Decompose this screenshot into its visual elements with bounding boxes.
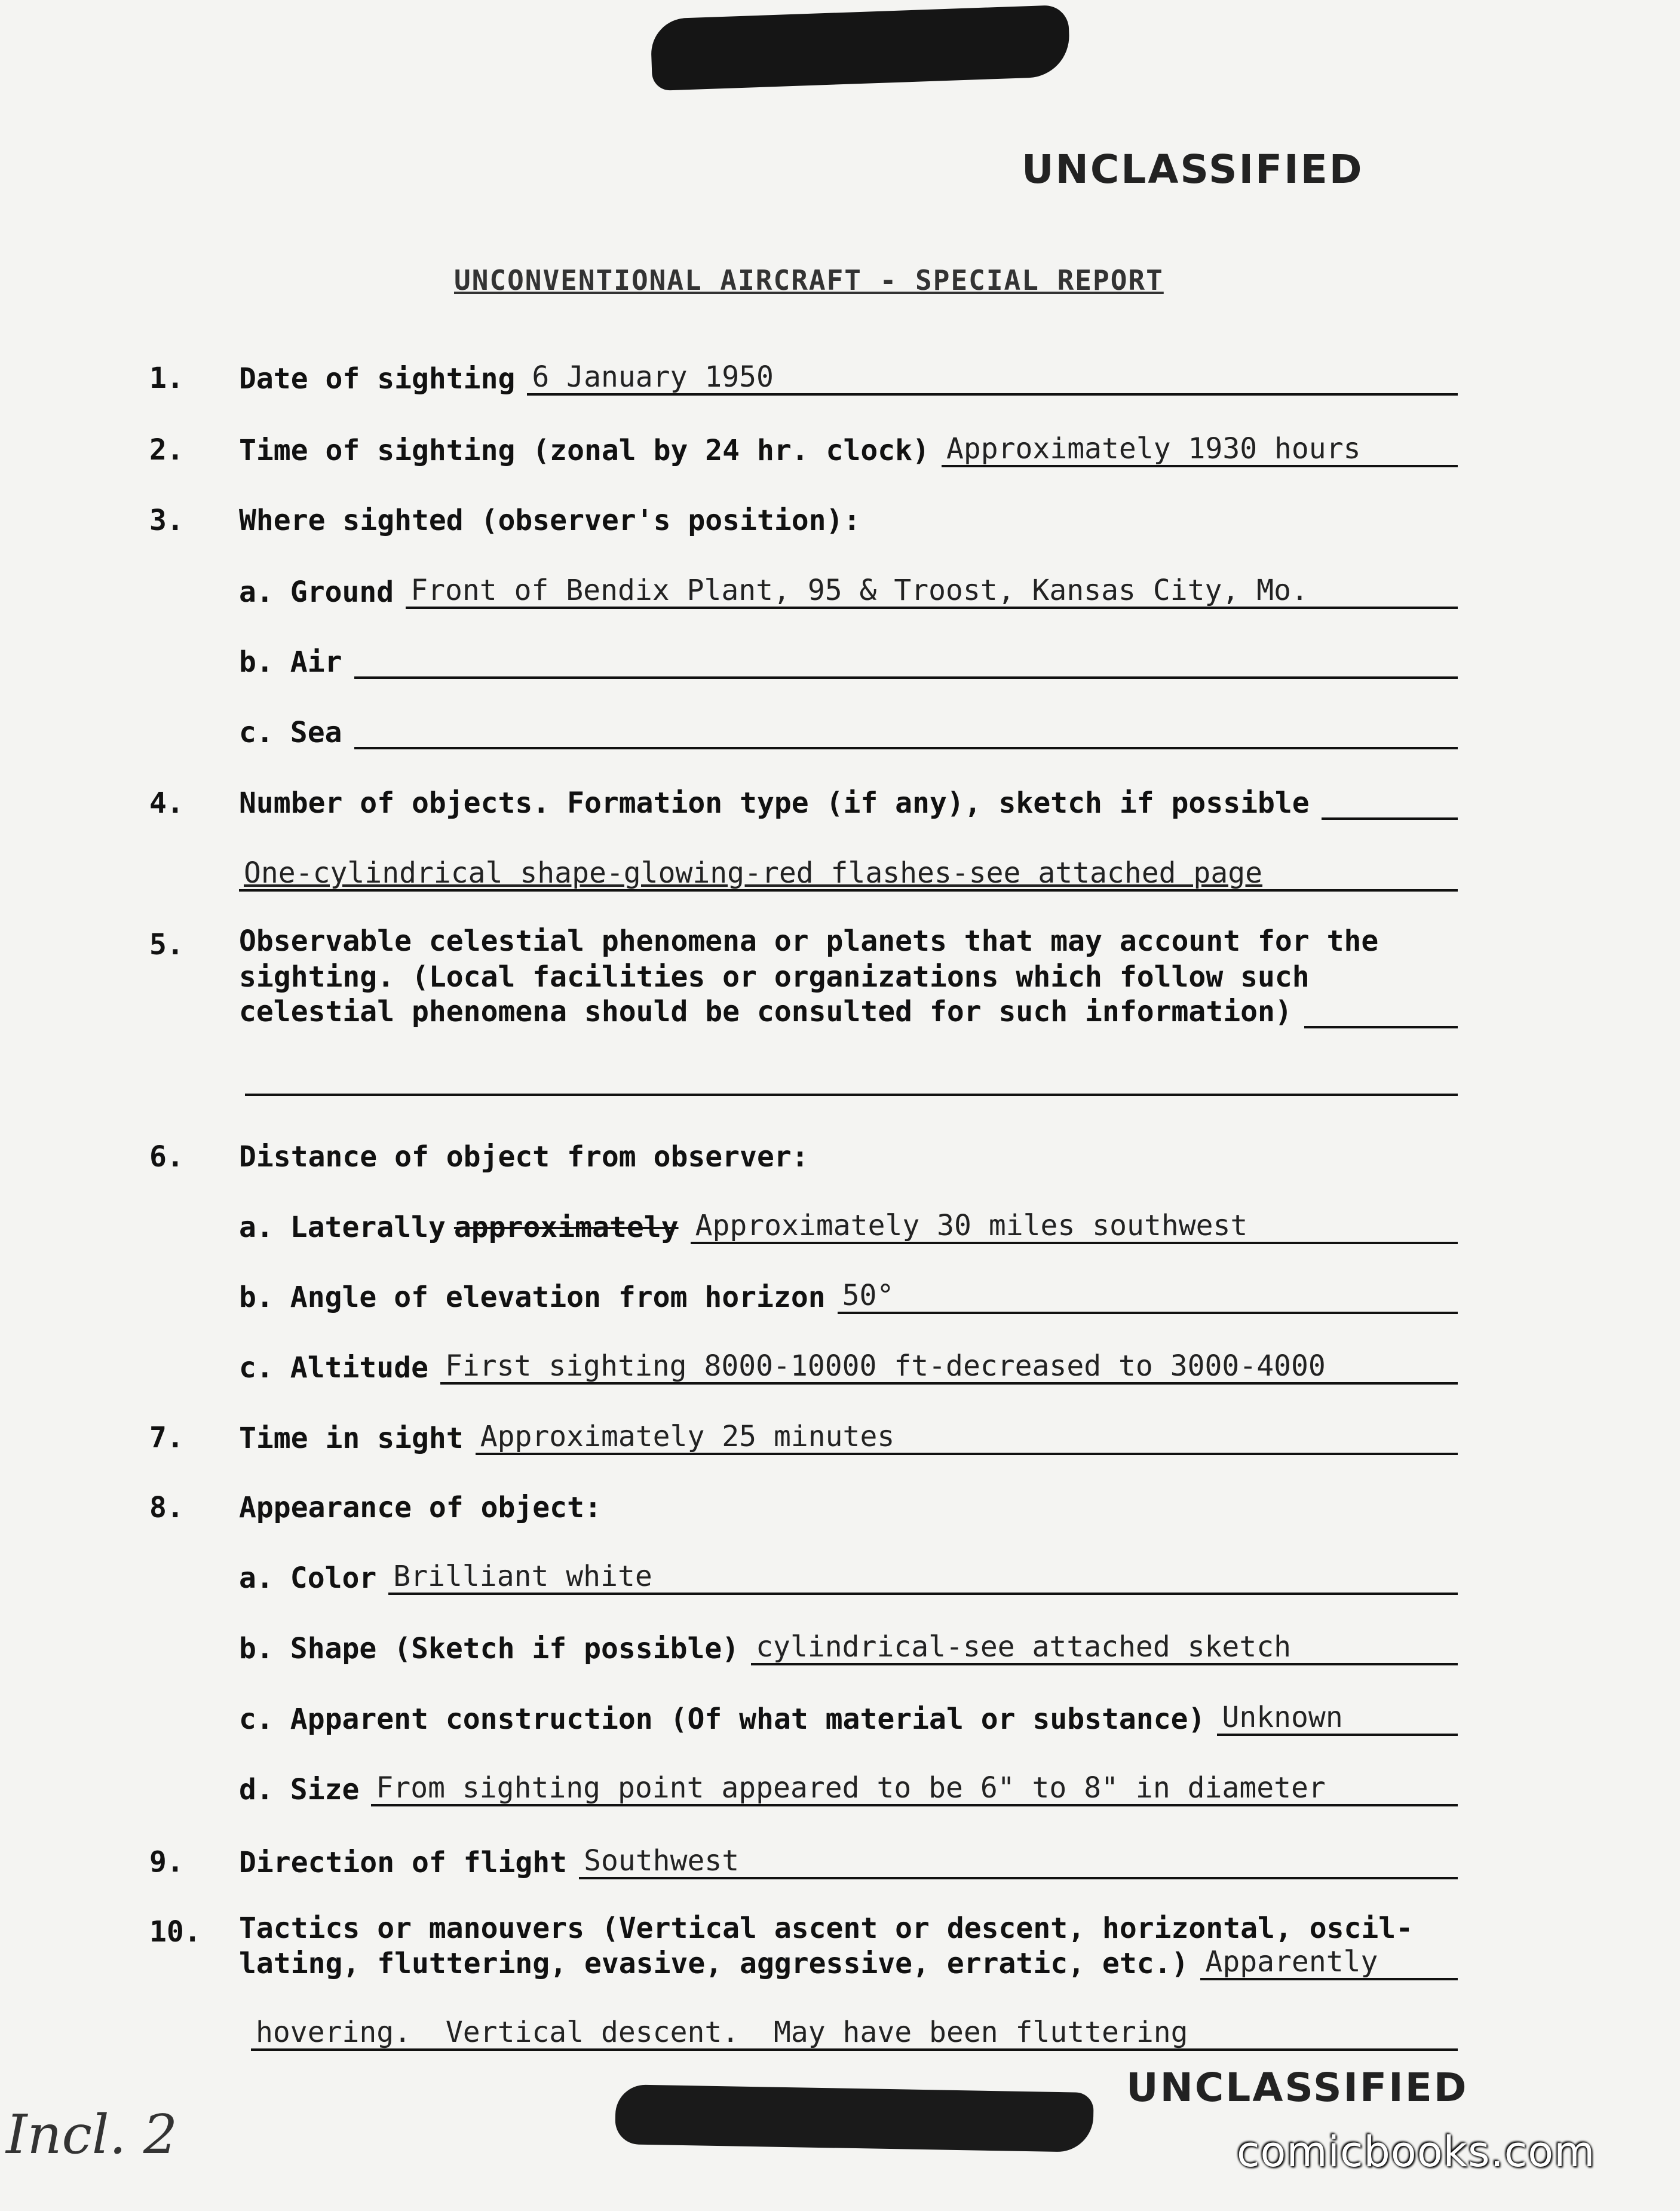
- field-value: Front of Bendix Plant, 95 & Troost, Kansas City, Mo.: [406, 575, 1458, 609]
- item-construction: [239, 1702, 1458, 1736]
- item-number: 6.: [149, 1140, 184, 1174]
- item-number: 2.: [149, 433, 184, 467]
- item-number-of-objects-answer: [239, 858, 1458, 892]
- field-label: Time in sight: [239, 1421, 464, 1455]
- report-title: UNCONVENTIONAL AIRCRAFT - SPECIAL REPORT: [454, 264, 1164, 296]
- item-tactics-line1: Tactics or manouvers (Vertical ascent or descent, horizontal, oscil-: [239, 1912, 1414, 1945]
- field-label: Altitude: [290, 1351, 428, 1385]
- blank-answer-line: [245, 1094, 1458, 1096]
- item-angle-of-elevation: [239, 1280, 1458, 1314]
- item-air: [239, 645, 1458, 679]
- field-label: Date of sighting: [239, 362, 516, 396]
- item-laterally: [239, 1210, 1458, 1244]
- struck-text: approximately: [453, 1210, 679, 1244]
- field-value: hovering. Vertical descent. May have been fluttering: [251, 2017, 1458, 2051]
- field-label: Size: [290, 1772, 360, 1806]
- field-label: Sea: [290, 716, 342, 749]
- field-value: Apparently: [1200, 1946, 1458, 1980]
- sub-number: b.: [239, 1280, 274, 1314]
- field-label: Where sighted (observer's position):: [239, 504, 861, 537]
- field-label: Number of objects. Formation type (if any), sketch if possible: [239, 786, 1310, 820]
- sub-number: d.: [239, 1772, 274, 1806]
- field-label: Ground: [290, 575, 394, 609]
- field-label: Apparent construction (Of what material or substance): [290, 1702, 1206, 1736]
- item-appearance: [239, 1491, 602, 1524]
- redaction-stamp-top: [650, 5, 1071, 91]
- sub-number: c.: [239, 1702, 274, 1736]
- sub-number: b.: [239, 645, 274, 679]
- field-label: Appearance of object:: [239, 1491, 602, 1524]
- item-number: 8.: [149, 1491, 184, 1524]
- field-value: cylindrical-see attached sketch: [751, 1631, 1458, 1665]
- item-sea: [239, 716, 1458, 749]
- field-value: [354, 747, 1458, 749]
- item-ground: [239, 575, 1458, 609]
- field-value: First sighting 8000-10000 ft-decreased to 3000-4000: [440, 1351, 1458, 1385]
- field-value: [354, 676, 1458, 679]
- field-label: Distance of object from observer:: [239, 1140, 809, 1174]
- field-label: Shape (Sketch if possible): [290, 1631, 740, 1665]
- field-value: Unknown: [1217, 1702, 1458, 1736]
- item-shape: [239, 1631, 1458, 1665]
- item-time-in-sight: [239, 1421, 1458, 1455]
- item-tactics-line2: lating, fluttering, evasive, aggressive, erratic, etc.) Apparently: [239, 1946, 1458, 1980]
- field-label: Air: [290, 645, 342, 679]
- watermark: comicbooks.com: [1237, 2127, 1596, 2176]
- item-number: 4.: [149, 786, 184, 820]
- field-value: Approximately 25 minutes: [476, 1421, 1458, 1455]
- redaction-stamp-bottom: [615, 2084, 1094, 2152]
- handwritten-note: Incl. 2: [6, 2103, 178, 2166]
- field-label: Angle of elevation from horizon: [290, 1280, 826, 1314]
- item-tactics-answer: [239, 2017, 1458, 2051]
- sub-number: a.: [239, 575, 274, 609]
- item-celestial-line3: celestial phenomena should be consulted for such information): [239, 995, 1458, 1028]
- item-number: 3.: [149, 504, 184, 537]
- field-value: Brilliant white: [388, 1561, 1458, 1595]
- item-where-sighted: [239, 504, 860, 537]
- item-number: 1.: [149, 362, 184, 395]
- field-label: Color: [290, 1561, 377, 1595]
- field-label: Laterally: [290, 1210, 446, 1244]
- field-value: Approximately 30 miles southwest: [691, 1210, 1458, 1244]
- item-color: [239, 1561, 1458, 1595]
- item-date-of-sighting: [239, 362, 1458, 396]
- item-altitude: [239, 1351, 1458, 1385]
- field-label: Time of sighting (zonal by 24 hr. clock): [239, 433, 930, 467]
- sub-number: c.: [239, 716, 274, 749]
- item-direction-of-flight: [239, 1845, 1458, 1879]
- sub-number: b.: [239, 1631, 274, 1665]
- item-size: [239, 1772, 1458, 1806]
- classification-top: UNCLASSIFIED: [1022, 146, 1364, 192]
- item-number: 5.: [149, 928, 184, 961]
- field-value: One-cylindrical shape-glowing-red flashes-see attached page: [239, 858, 1458, 892]
- item-celestial-line2: sighting. (Local facilities or organizations which follow such: [239, 960, 1310, 994]
- sub-number: a.: [239, 1561, 274, 1595]
- item-number: 7.: [149, 1421, 184, 1454]
- item-distance: [239, 1140, 809, 1174]
- field-value: 6 January 1950: [527, 362, 1458, 396]
- field-label: Direction of flight: [239, 1845, 568, 1879]
- field-value: Southwest: [579, 1845, 1458, 1879]
- item-number-of-objects: [239, 786, 1458, 820]
- item-number: 10.: [149, 1915, 201, 1949]
- field-value: Approximately 1930 hours: [942, 433, 1458, 467]
- item-number: 9.: [149, 1845, 184, 1879]
- field-value: 50°: [838, 1280, 1458, 1314]
- item-celestial-line1: Observable celestial phenomena or planets that may account for the: [239, 924, 1379, 958]
- sub-number: a.: [239, 1210, 274, 1244]
- item-time-of-sighting: [239, 433, 1458, 467]
- sub-number: c.: [239, 1351, 274, 1385]
- field-value: From sighting point appeared to be 6" to 8" in diameter: [371, 1772, 1458, 1806]
- classification-bottom: UNCLASSIFIED: [1126, 2065, 1469, 2111]
